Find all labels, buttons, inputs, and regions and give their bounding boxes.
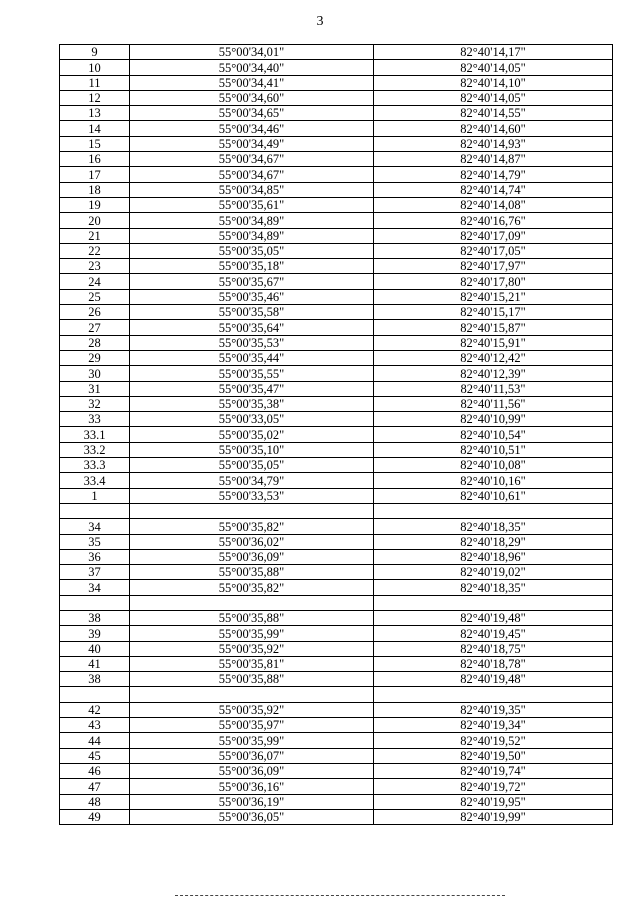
latitude-cell: 55°00'36,09": [130, 549, 374, 564]
longitude-cell: 82°40'10,51": [374, 442, 613, 457]
point-number-cell: 9: [60, 45, 130, 60]
table-row: [60, 305, 613, 320]
longitude-cell: 82°40'14,05": [374, 60, 613, 75]
table-row: [60, 106, 613, 121]
coordinates-table: [59, 44, 613, 825]
table-row: [60, 687, 613, 702]
longitude-cell: [374, 595, 613, 610]
table-row: [60, 274, 613, 289]
longitude-cell: 82°40'14,10": [374, 75, 613, 90]
table-row: [60, 610, 613, 625]
point-number-cell: 16: [60, 152, 130, 167]
point-number-cell: 14: [60, 121, 130, 136]
point-number-cell: 44: [60, 733, 130, 748]
table-row: [60, 595, 613, 610]
longitude-cell: 82°40'11,56": [374, 396, 613, 411]
longitude-cell: 82°40'17,97": [374, 259, 613, 274]
table-row: [60, 488, 613, 503]
point-number-cell: 40: [60, 641, 130, 656]
latitude-cell: 55°00'36,07": [130, 748, 374, 763]
table-row: [60, 381, 613, 396]
bottom-rule: [175, 895, 505, 896]
point-number-cell: 35: [60, 534, 130, 549]
latitude-cell: 55°00'36,02": [130, 534, 374, 549]
table-row: [60, 366, 613, 381]
longitude-cell: 82°40'10,16": [374, 473, 613, 488]
latitude-cell: 55°00'35,46": [130, 289, 374, 304]
table-row: [60, 152, 613, 167]
longitude-cell: 82°40'19,74": [374, 763, 613, 778]
latitude-cell: 55°00'35,58": [130, 305, 374, 320]
table-row: [60, 136, 613, 151]
table-row: [60, 733, 613, 748]
latitude-cell: 55°00'34,65": [130, 106, 374, 121]
latitude-cell: 55°00'35,05": [130, 458, 374, 473]
longitude-cell: 82°40'19,35": [374, 702, 613, 717]
table-row: [60, 794, 613, 809]
point-number-cell: 21: [60, 228, 130, 243]
point-number-cell: 34: [60, 580, 130, 595]
point-number-cell: 34: [60, 519, 130, 534]
point-number-cell: 19: [60, 197, 130, 212]
point-number-cell: 31: [60, 381, 130, 396]
point-number-cell: 26: [60, 305, 130, 320]
point-number-cell: 42: [60, 702, 130, 717]
table-row: [60, 656, 613, 671]
latitude-cell: 55°00'35,61": [130, 197, 374, 212]
longitude-cell: 82°40'14,08": [374, 197, 613, 212]
latitude-cell: 55°00'34,79": [130, 473, 374, 488]
latitude-cell: 55°00'35,88": [130, 565, 374, 580]
latitude-cell: 55°00'35,55": [130, 366, 374, 381]
longitude-cell: 82°40'14,60": [374, 121, 613, 136]
latitude-cell: 55°00'34,41": [130, 75, 374, 90]
table-row: [60, 320, 613, 335]
latitude-cell: [130, 503, 374, 518]
latitude-cell: 55°00'36,16": [130, 779, 374, 794]
latitude-cell: 55°00'36,05": [130, 809, 374, 824]
longitude-cell: 82°40'17,05": [374, 243, 613, 258]
longitude-cell: 82°40'19,50": [374, 748, 613, 763]
point-number-cell: [60, 595, 130, 610]
table-row: [60, 228, 613, 243]
point-number-cell: 28: [60, 335, 130, 350]
longitude-cell: 82°40'15,91": [374, 335, 613, 350]
latitude-cell: 55°00'35,02": [130, 427, 374, 442]
point-number-cell: 43: [60, 718, 130, 733]
longitude-cell: 82°40'19,95": [374, 794, 613, 809]
longitude-cell: 82°40'18,75": [374, 641, 613, 656]
table-row: [60, 60, 613, 75]
point-number-cell: 22: [60, 243, 130, 258]
latitude-cell: 55°00'35,81": [130, 656, 374, 671]
point-number-cell: 12: [60, 90, 130, 105]
point-number-cell: 20: [60, 213, 130, 228]
table-row: [60, 809, 613, 824]
latitude-cell: 55°00'34,01": [130, 45, 374, 60]
longitude-cell: [374, 503, 613, 518]
point-number-cell: 46: [60, 763, 130, 778]
point-number-cell: 24: [60, 274, 130, 289]
longitude-cell: 82°40'19,72": [374, 779, 613, 794]
longitude-cell: 82°40'17,80": [374, 274, 613, 289]
point-number-cell: 41: [60, 656, 130, 671]
longitude-cell: 82°40'15,17": [374, 305, 613, 320]
table-row: [60, 213, 613, 228]
point-number-cell: 29: [60, 350, 130, 365]
latitude-cell: 55°00'36,19": [130, 794, 374, 809]
longitude-cell: 82°40'19,99": [374, 809, 613, 824]
longitude-cell: 82°40'18,96": [374, 549, 613, 564]
point-number-cell: 38: [60, 672, 130, 687]
latitude-cell: 55°00'34,67": [130, 152, 374, 167]
longitude-cell: [374, 687, 613, 702]
longitude-cell: 82°40'18,29": [374, 534, 613, 549]
latitude-cell: 55°00'35,82": [130, 580, 374, 595]
latitude-cell: 55°00'36,09": [130, 763, 374, 778]
point-number-cell: 11: [60, 75, 130, 90]
latitude-cell: 55°00'34,60": [130, 90, 374, 105]
table-row: [60, 442, 613, 457]
latitude-cell: 55°00'35,38": [130, 396, 374, 411]
point-number-cell: 36: [60, 549, 130, 564]
point-number-cell: 32: [60, 396, 130, 411]
point-number-cell: 17: [60, 167, 130, 182]
table-row: [60, 350, 613, 365]
point-number-cell: 15: [60, 136, 130, 151]
latitude-cell: 55°00'34,67": [130, 167, 374, 182]
table-row: [60, 748, 613, 763]
longitude-cell: 82°40'10,99": [374, 412, 613, 427]
longitude-cell: 82°40'18,78": [374, 656, 613, 671]
point-number-cell: [60, 503, 130, 518]
latitude-cell: [130, 687, 374, 702]
longitude-cell: 82°40'14,87": [374, 152, 613, 167]
table-row: [60, 427, 613, 442]
point-number-cell: 25: [60, 289, 130, 304]
table-row: [60, 519, 613, 534]
table-row: [60, 90, 613, 105]
longitude-cell: 82°40'12,42": [374, 350, 613, 365]
page-number: 3: [316, 14, 324, 29]
longitude-cell: 82°40'16,76": [374, 213, 613, 228]
latitude-cell: 55°00'35,88": [130, 672, 374, 687]
table-row: [60, 197, 613, 212]
table-row: [60, 626, 613, 641]
latitude-cell: 55°00'34,49": [130, 136, 374, 151]
point-number-cell: 45: [60, 748, 130, 763]
point-number-cell: 33.1: [60, 427, 130, 442]
point-number-cell: 33: [60, 412, 130, 427]
longitude-cell: 82°40'14,55": [374, 106, 613, 121]
latitude-cell: 55°00'35,82": [130, 519, 374, 534]
latitude-cell: 55°00'34,40": [130, 60, 374, 75]
longitude-cell: 82°40'19,34": [374, 718, 613, 733]
table-row: [60, 289, 613, 304]
point-number-cell: 10: [60, 60, 130, 75]
point-number-cell: 18: [60, 182, 130, 197]
longitude-cell: 82°40'19,52": [374, 733, 613, 748]
latitude-cell: 55°00'35,99": [130, 733, 374, 748]
table-row: [60, 672, 613, 687]
longitude-cell: 82°40'18,35": [374, 580, 613, 595]
longitude-cell: 82°40'10,61": [374, 488, 613, 503]
latitude-cell: 55°00'35,47": [130, 381, 374, 396]
point-number-cell: 38: [60, 610, 130, 625]
longitude-cell: 82°40'14,93": [374, 136, 613, 151]
point-number-cell: 13: [60, 106, 130, 121]
longitude-cell: 82°40'10,08": [374, 458, 613, 473]
point-number-cell: 37: [60, 565, 130, 580]
point-number-cell: 39: [60, 626, 130, 641]
longitude-cell: 82°40'10,54": [374, 427, 613, 442]
longitude-cell: 82°40'19,02": [374, 565, 613, 580]
table-row: [60, 641, 613, 656]
table-row: [60, 503, 613, 518]
longitude-cell: 82°40'14,74": [374, 182, 613, 197]
longitude-cell: 82°40'15,87": [374, 320, 613, 335]
latitude-cell: [130, 595, 374, 610]
point-number-cell: 30: [60, 366, 130, 381]
coordinates-table-body: [60, 45, 613, 825]
longitude-cell: 82°40'18,35": [374, 519, 613, 534]
table-row: [60, 75, 613, 90]
latitude-cell: 55°00'33,05": [130, 412, 374, 427]
latitude-cell: 55°00'35,92": [130, 641, 374, 656]
table-row: [60, 458, 613, 473]
table-row: [60, 473, 613, 488]
point-number-cell: [60, 687, 130, 702]
table-row: [60, 549, 613, 564]
table-row: [60, 702, 613, 717]
latitude-cell: 55°00'34,89": [130, 228, 374, 243]
latitude-cell: 55°00'35,44": [130, 350, 374, 365]
latitude-cell: 55°00'35,18": [130, 259, 374, 274]
table-row: [60, 45, 613, 60]
latitude-cell: 55°00'35,05": [130, 243, 374, 258]
table-row: [60, 167, 613, 182]
point-number-cell: 23: [60, 259, 130, 274]
table-row: [60, 779, 613, 794]
table-row: [60, 396, 613, 411]
table-row: [60, 182, 613, 197]
latitude-cell: 55°00'34,85": [130, 182, 374, 197]
table-row: [60, 259, 613, 274]
latitude-cell: 55°00'34,46": [130, 121, 374, 136]
table-row: [60, 121, 613, 136]
longitude-cell: 82°40'14,79": [374, 167, 613, 182]
longitude-cell: 82°40'14,17": [374, 45, 613, 60]
table-row: [60, 534, 613, 549]
longitude-cell: 82°40'17,09": [374, 228, 613, 243]
point-number-cell: 48: [60, 794, 130, 809]
table-row: [60, 243, 613, 258]
point-number-cell: 33.4: [60, 473, 130, 488]
longitude-cell: 82°40'11,53": [374, 381, 613, 396]
longitude-cell: 82°40'14,05": [374, 90, 613, 105]
table-row: [60, 565, 613, 580]
longitude-cell: 82°40'12,39": [374, 366, 613, 381]
latitude-cell: 55°00'35,92": [130, 702, 374, 717]
longitude-cell: 82°40'19,45": [374, 626, 613, 641]
table-row: [60, 763, 613, 778]
longitude-cell: 82°40'19,48": [374, 610, 613, 625]
latitude-cell: 55°00'35,97": [130, 718, 374, 733]
point-number-cell: 49: [60, 809, 130, 824]
table-row: [60, 580, 613, 595]
table-row: [60, 412, 613, 427]
longitude-cell: 82°40'15,21": [374, 289, 613, 304]
longitude-cell: 82°40'19,48": [374, 672, 613, 687]
latitude-cell: 55°00'35,53": [130, 335, 374, 350]
latitude-cell: 55°00'35,88": [130, 610, 374, 625]
point-number-cell: 33.2: [60, 442, 130, 457]
point-number-cell: 27: [60, 320, 130, 335]
point-number-cell: 1: [60, 488, 130, 503]
latitude-cell: 55°00'33,53": [130, 488, 374, 503]
latitude-cell: 55°00'35,64": [130, 320, 374, 335]
latitude-cell: 55°00'34,89": [130, 213, 374, 228]
latitude-cell: 55°00'35,10": [130, 442, 374, 457]
latitude-cell: 55°00'35,67": [130, 274, 374, 289]
table-row: [60, 335, 613, 350]
point-number-cell: 33.3: [60, 458, 130, 473]
table-row: [60, 718, 613, 733]
point-number-cell: 47: [60, 779, 130, 794]
latitude-cell: 55°00'35,99": [130, 626, 374, 641]
